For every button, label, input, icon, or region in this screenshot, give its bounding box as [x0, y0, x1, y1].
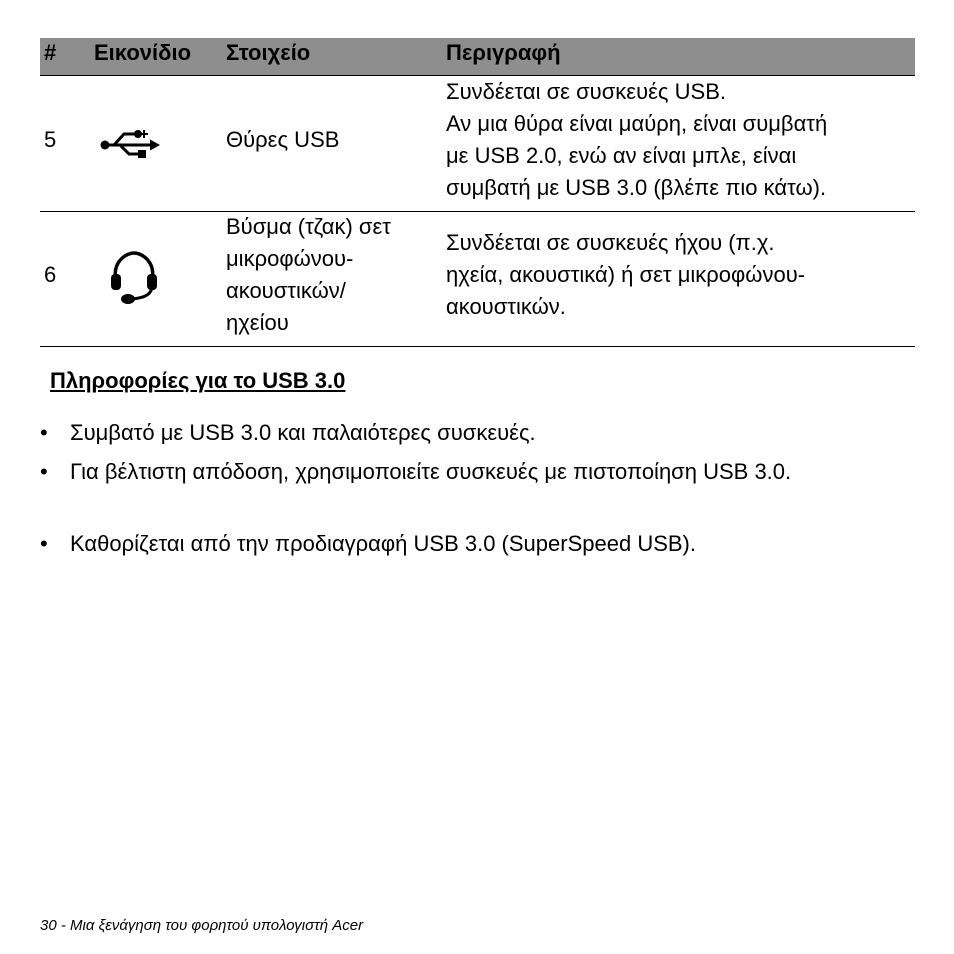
- row-description: Συνδέεται σε συσκευές USB. Αν μια θύρα είναι μαύρη, είναι συμβατή με USB 2.0, ενώ αν είναι μπλε, είναι συμβατή με USB 3.0 (βλέπε πιο κάτω).: [446, 79, 828, 200]
- header-number: #: [44, 40, 57, 65]
- table-header: [40, 38, 915, 76]
- table-bottom-border: [40, 346, 915, 347]
- row-divider: [40, 211, 915, 212]
- bullet-text: Για βέλτιστη απόδοση, χρησιμοποιείτε συσκευές με πιστοποίηση USB 3.0.: [70, 459, 792, 484]
- row-item: Βύσμα (τζακ) σετ μικροφώνου- ακουστικών/ ηχείου: [226, 214, 391, 335]
- header-icon: Εικονίδιο: [94, 40, 192, 65]
- bullet-text: Συμβατό με USB 3.0 και παλαιότερες συσκευές.: [70, 420, 536, 445]
- bullet-marker: •: [40, 531, 48, 556]
- page-footer: 30 - Μια ξενάγηση του φορητού υπολογιστή Acer: [40, 917, 364, 934]
- header-item: Στοιχείο: [226, 40, 311, 65]
- usb-icon: [98, 128, 160, 167]
- row-number: 5: [44, 127, 57, 152]
- headset-icon: [108, 250, 160, 311]
- row-number: 6: [44, 262, 57, 287]
- bullet-marker: •: [40, 459, 48, 484]
- bullet-text: Καθορίζεται από την προδιαγραφή USB 3.0 (SuperSpeed USB).: [70, 531, 696, 556]
- header-description: Περιγραφή: [446, 40, 561, 65]
- row-item: Θύρες USB: [226, 127, 340, 152]
- bullet-marker: •: [40, 420, 48, 445]
- row-description: Συνδέεται σε συσκευές ήχου (π.χ. ηχεία, ακουστικά) ή σετ μικροφώνου- ακουστικών.: [446, 230, 806, 319]
- section-title: Πληροφορίες για το USB 3.0: [50, 368, 346, 393]
